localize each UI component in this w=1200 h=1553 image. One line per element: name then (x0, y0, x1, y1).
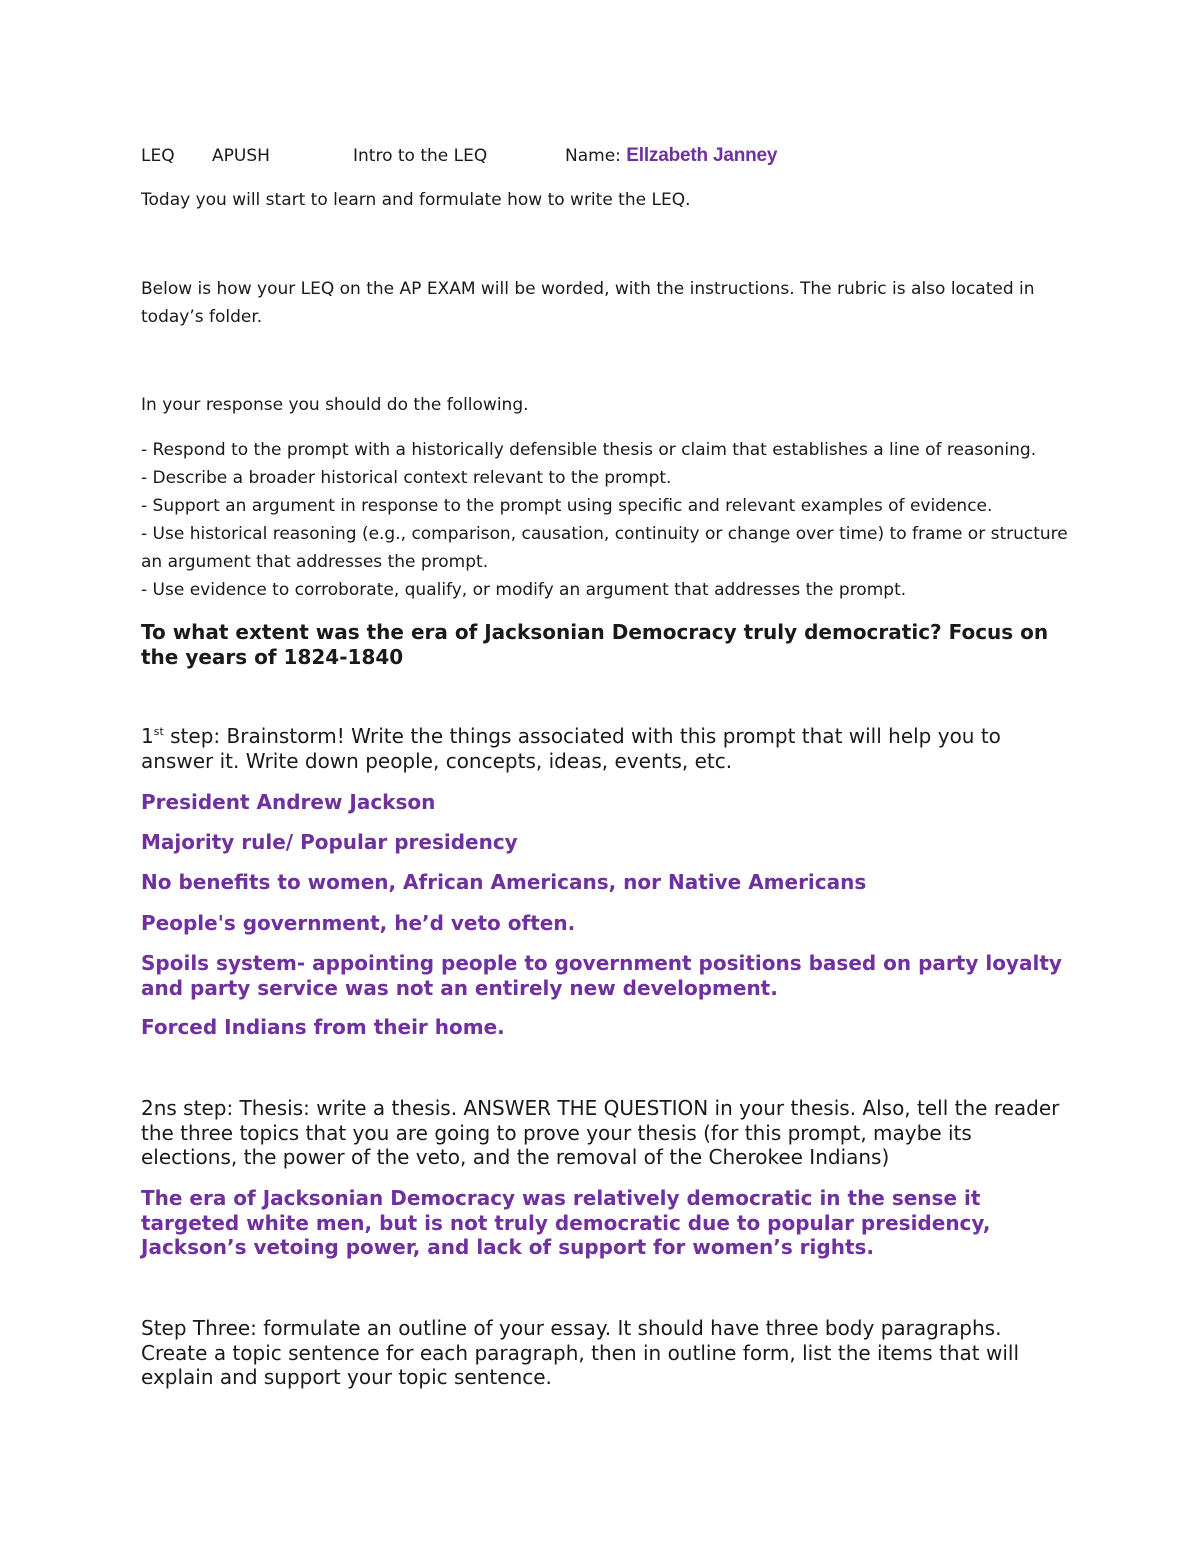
brainstorm-answer: Forced Indians from their home. (141, 1015, 505, 1039)
brainstorm-answer: People's government, he’d veto often. (141, 911, 576, 935)
assignment-title: Intro to the LEQ (353, 146, 488, 166)
intro-text: Today you will start to learn and formulate how to write the LEQ. (141, 190, 691, 210)
brainstorm-answer: President Andrew Jackson (141, 790, 436, 814)
instruction-item: - Describe a broader historical context relevant to the prompt. (141, 468, 672, 488)
student-name: Ellzabeth Janney (626, 145, 778, 166)
instruction-item: - Use historical reasoning (e.g., comparison, causation, continuity or change over time) to frame or structure an argument that addresses the prompt. (141, 524, 1068, 572)
exam-note: Below is how your LEQ on the AP EXAM will be worded, with the instructions. The rubric is also located in today’s folder. (141, 279, 1035, 327)
thesis-answer: The era of Jacksonian Democracy was relatively democratic in the sense it targeted white men, but is not truly democratic due to popular presidency, Jackson’s vetoing power, and lack of support for women’s rights. (141, 1186, 991, 1259)
step-one-instructions (141, 724, 1071, 773)
step-one-text: step: Brainstorm! Write the things associated with this prompt that will help you to answer it. Write down people, concepts, ideas, events, etc. (141, 724, 1001, 773)
instructions-lead: In your response you should do the following. (141, 395, 529, 415)
instructions-list (141, 436, 1071, 604)
name-label: Name: (565, 146, 621, 166)
name-field (565, 142, 777, 170)
step-three-instructions: Step Three: formulate an outline of your essay. It should have three body paragraphs. Create a topic sentence for each paragraph, then in outline form, list the items that will explain and support your topic sentence. (141, 1316, 1019, 1389)
step-one-number: 1 (141, 724, 154, 748)
step-two-instructions: 2ns step: Thesis: write a thesis. ANSWER THE QUESTION in your thesis. Also, tell the reader the three topics that you are going to prove your thesis (for this prompt, maybe its elections, the power of the veto, and the removal of the Cherokee Indians) (141, 1096, 1060, 1169)
essay-prompt: To what extent was the era of Jacksonian Democracy truly democratic? Focus on the years of 1824-1840 (141, 620, 1049, 669)
instruction-item: - Support an argument in response to the prompt using specific and relevant examples of evidence. (141, 496, 993, 516)
brainstorm-answer: Spoils system- appointing people to government positions based on party loyalty and party service was not an entirely new development. (141, 951, 1062, 1000)
step-one-ordinal: st (153, 725, 164, 738)
brainstorm-answer: No benefits to women, African Americans, nor Native Americans (141, 870, 867, 894)
course-code: LEQ (141, 146, 175, 166)
instruction-item: - Use evidence to corroborate, qualify, or modify an argument that addresses the prompt. (141, 580, 907, 600)
instruction-item: - Respond to the prompt with a historically defensible thesis or claim that establishes a line of reasoning. (141, 440, 1037, 460)
header-row (141, 142, 1071, 170)
brainstorm-answer: Majority rule/ Popular presidency (141, 830, 518, 854)
subject-label: APUSH (212, 146, 270, 166)
